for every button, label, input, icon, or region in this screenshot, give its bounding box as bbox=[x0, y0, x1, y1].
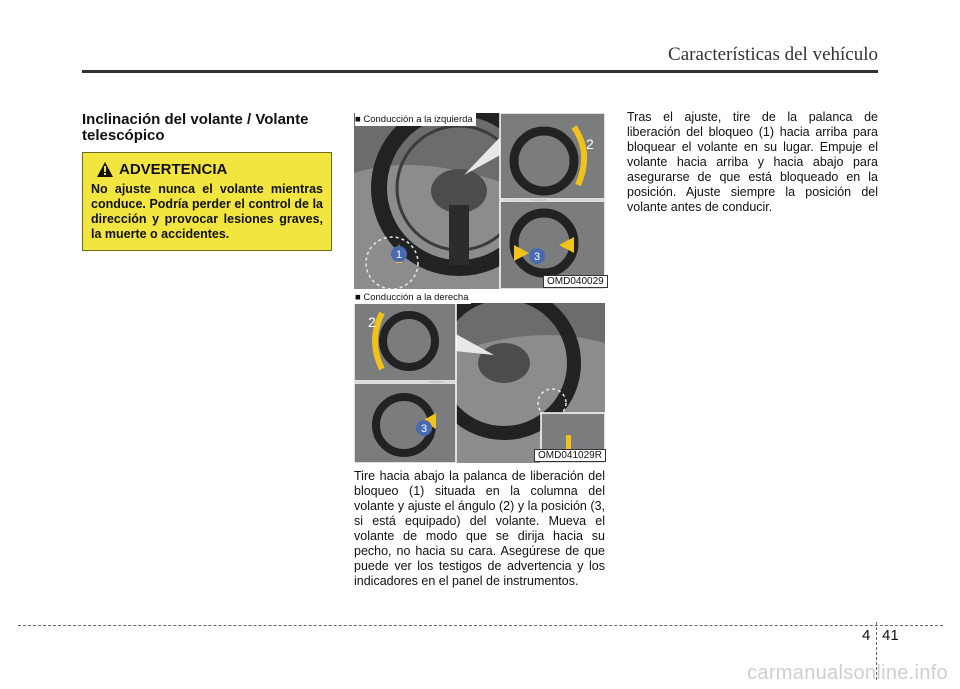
warning-box bbox=[82, 152, 332, 251]
figure-1-caption: ■ Conducción a la izquierda bbox=[355, 113, 476, 126]
callout-2-rhd: 2 bbox=[368, 314, 376, 330]
warning-triangle-icon bbox=[97, 162, 113, 177]
steering-wheel-illustration-rhd bbox=[354, 303, 605, 463]
instructions-paragraph: Tire hacia abajo la palanca de liberación del bloqueo (1) situada en la columna del volante y ajuste el ángulo (2) y la posición (3, si está equipado) del volante. Mueva el volante de modo que se dirija hacia su pecho, no hacia su cara. Asegúrese de que puede ver los testigos de advertencia y los indicadores en el panel de instrumentos. bbox=[354, 469, 605, 588]
warning-header bbox=[97, 161, 323, 178]
figure-1-code: OMD040029 bbox=[543, 275, 608, 288]
callout-2: 2 bbox=[586, 136, 594, 152]
figure-2-caption: ■ Conducción a la derecha bbox=[355, 291, 471, 304]
watermark: carmanualsonline.info bbox=[747, 662, 948, 684]
steering-wheel-illustration-lhd bbox=[354, 113, 605, 289]
figure-left-hand-drive bbox=[354, 113, 605, 289]
callout-1: 1 bbox=[395, 249, 403, 261]
header-rule bbox=[82, 70, 878, 73]
figure-2-code: OMD041029R bbox=[534, 449, 606, 462]
locking-paragraph: Tras el ajuste, tire de la palanca de liberación del bloqueo (1) hacia arriba para bloquear el volante en su lugar. Empuje el volante hacia arriba y hacia abajo para asegurarse de que está bloqueado en la posición. Ajuste siempre la posición del volante antes de conducir. bbox=[627, 110, 878, 214]
footer-rule bbox=[18, 625, 943, 626]
warning-title: ADVERTENCIA bbox=[119, 161, 228, 178]
chapter-number: 4 bbox=[862, 627, 871, 644]
running-header: Características del vehículo bbox=[668, 44, 878, 65]
page-number: 41 bbox=[882, 627, 899, 644]
callout-3: 3 bbox=[533, 251, 541, 263]
callout-3-rhd: 3 bbox=[420, 423, 428, 435]
warning-text: No ajuste nunca el volante mientras conduce. Podría perder el control de la dirección y provocar lesiones graves, la muerte o accidentes. bbox=[91, 182, 323, 241]
figure-right-hand-drive bbox=[354, 303, 605, 463]
section-heading: Inclinación del volante / Volante telescópico bbox=[82, 111, 309, 144]
